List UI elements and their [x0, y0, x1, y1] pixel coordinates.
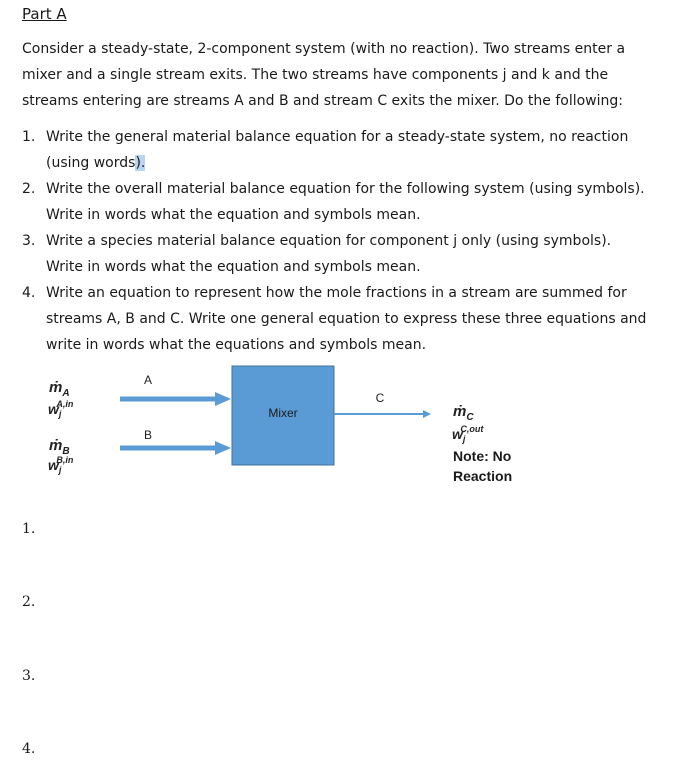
question-item — [22, 280, 652, 358]
question-text: Write an equation to represent how the mole fractions in a stream are summed for streams A, B and C. Write one general equation to express these three equations and write in words what the equations and symbols mean. — [46, 285, 647, 353]
stream-b-arrowhead — [215, 441, 231, 455]
stream-c-arrowhead — [423, 410, 431, 418]
stream-a-flow: ṁ$_A$ — [49, 379, 70, 399]
question-text: Write the overall material balance equation for the following system (using symbols). Write in words what the equation and symbols mean. — [46, 181, 645, 223]
question-list — [22, 124, 652, 358]
mixer-diagram — [0, 360, 674, 500]
selection-highlight[interactable]: ). — [135, 155, 146, 171]
question-item — [22, 124, 652, 176]
question-number: 2. — [22, 181, 36, 197]
question-number: 3. — [22, 233, 36, 249]
answer-number: 2. — [22, 594, 36, 610]
question-number: 4. — [22, 285, 36, 301]
mixer-label: Mixer — [268, 406, 298, 420]
part-title: Part A — [22, 5, 67, 23]
stream-a-arrowhead — [215, 392, 231, 406]
question-item — [22, 176, 652, 228]
question-text: Write a species material balance equation for component j only (using symbols). Write in words what the equation and symbols mean. — [46, 233, 612, 275]
question-text: Write the general material balance equation for a steady-state system, no reaction (using words — [46, 129, 629, 171]
stream-c-flow: ṁ$_C$ — [453, 403, 474, 423]
stream-b-label: B — [143, 428, 153, 442]
answer-number: 4. — [22, 741, 36, 757]
stream-a-label: A — [143, 373, 153, 387]
note-line-1: Note: No — [453, 448, 512, 464]
stream-c-label: C — [375, 391, 385, 405]
stream-b-flow: ṁ$_B$ — [49, 437, 70, 457]
answer-number: 1. — [22, 521, 36, 537]
stream-b-fraction: $w_jB,in$ — [48, 455, 74, 475]
answer-number: 3. — [22, 668, 36, 684]
question-number: 1. — [22, 129, 36, 145]
stream-a-fraction: $w_jA,in$ — [48, 399, 74, 419]
note-line-2: Reaction — [453, 468, 513, 484]
problem-intro: Consider a steady-state, 2-component system (with no reaction). Two streams enter a mixer and a single stream exits. The two streams have components j and k and the streams entering are streams A and B and stream C exits the mixer. Do the following: — [22, 41, 626, 109]
question-item — [22, 228, 652, 280]
stream-c-fraction: $w_jC,out$ — [452, 424, 484, 444]
